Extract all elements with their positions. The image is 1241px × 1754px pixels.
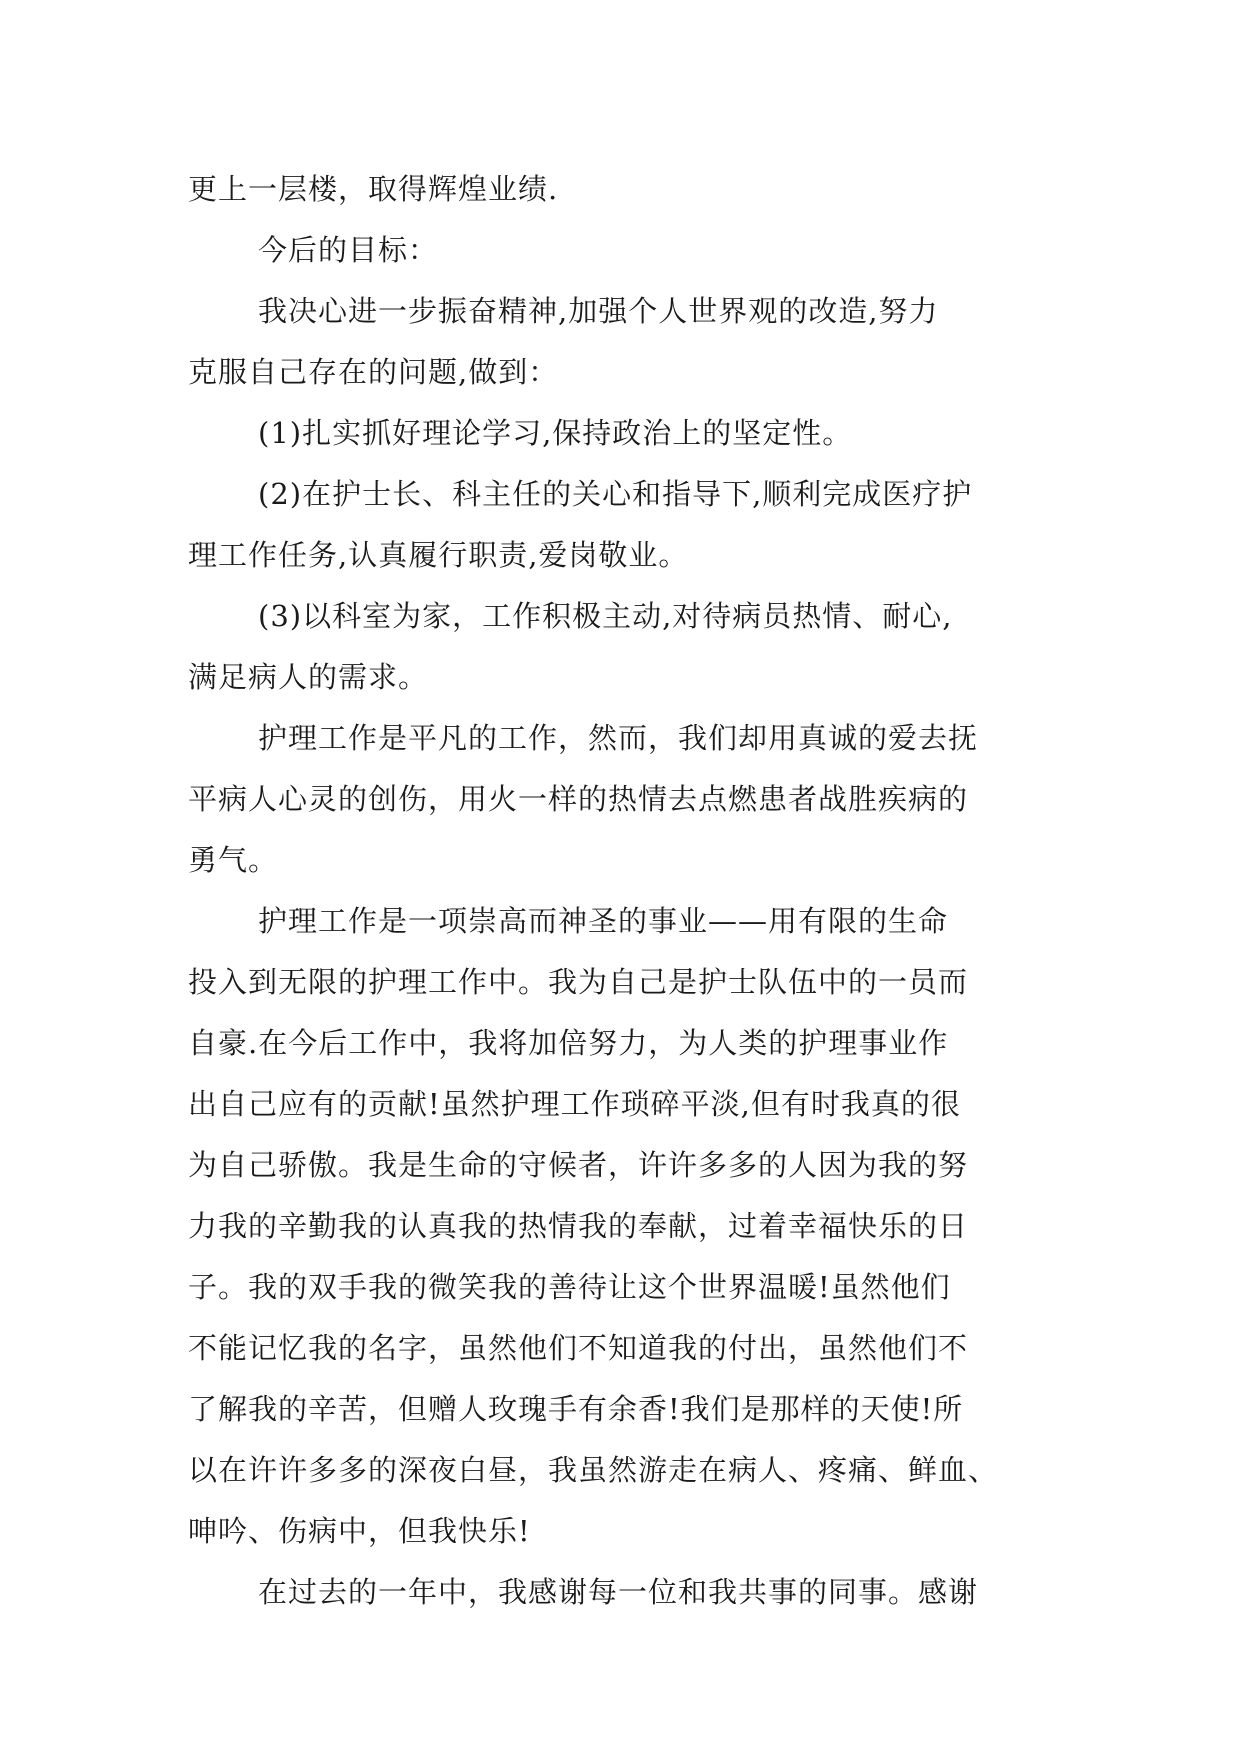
text-line: 投入到无限的护理工作中。我为自己是护士队伍中的一员而 [188,965,969,999]
text-line: 自豪.在今后工作中，我将加倍努力，为人类的护理事业作 [188,1026,949,1060]
document-body [188,159,1050,1623]
text-line: (1)扎实抓好理论学习,保持政治上的坚定性。 [258,416,853,450]
text-line: 今后的目标： [258,233,439,267]
text-line: (2)在护士长、科主任的关心和指导下,顺利完成医疗护 [258,477,973,511]
text-line: 更上一层楼，取得辉煌业绩. [188,172,559,206]
text-line: 呻吟、伤病中，但我快乐! [188,1514,531,1548]
text-line: 力我的辛勤我的认真我的热情我的奉献，过着幸福快乐的日 [188,1209,969,1243]
text-line: 平病人心灵的创伤，用火一样的热情去点燃患者战胜疾病的 [188,782,969,816]
text-line: 护理工作是平凡的工作，然而，我们却用真诚的爱去抚 [258,721,979,755]
text-line: 护理工作是一项崇高而神圣的事业——用有限的生命 [258,904,949,938]
text-line: 理工作任务,认真履行职责,爱岗敬业。 [188,538,689,572]
text-line: 为自己骄傲。我是生命的守候者，许许多多的人因为我的努 [188,1148,969,1182]
text-line: (3)以科室为家，工作积极主动,对待病员热情、耐心, [258,599,953,633]
text-line: 出自己应有的贡献!虽然护理工作琐碎平淡,但有时我真的很 [188,1087,961,1121]
text-line: 满足病人的需求。 [188,660,429,694]
text-line: 勇气。 [188,843,279,877]
text-line: 克服自己存在的问题,做到： [188,355,559,389]
text-line: 以在许许多多的深夜白昼，我虽然游走在病人、疼痛、鲜血、 [188,1453,999,1487]
text-line: 不能记忆我的名字，虽然他们不知道我的付出，虽然他们不 [188,1331,969,1365]
text-line: 子。我的双手我的微笑我的善待让这个世界温暖!虽然他们 [188,1270,951,1304]
text-line: 我决心进一步振奋精神,加强个人世界观的改造,努力 [258,294,939,328]
text-line: 了解我的辛苦，但赠人玫瑰手有余香!我们是那样的天使!所 [188,1392,964,1426]
text-line: 在过去的一年中，我感谢每一位和我共事的同事。感谢 [258,1575,979,1609]
